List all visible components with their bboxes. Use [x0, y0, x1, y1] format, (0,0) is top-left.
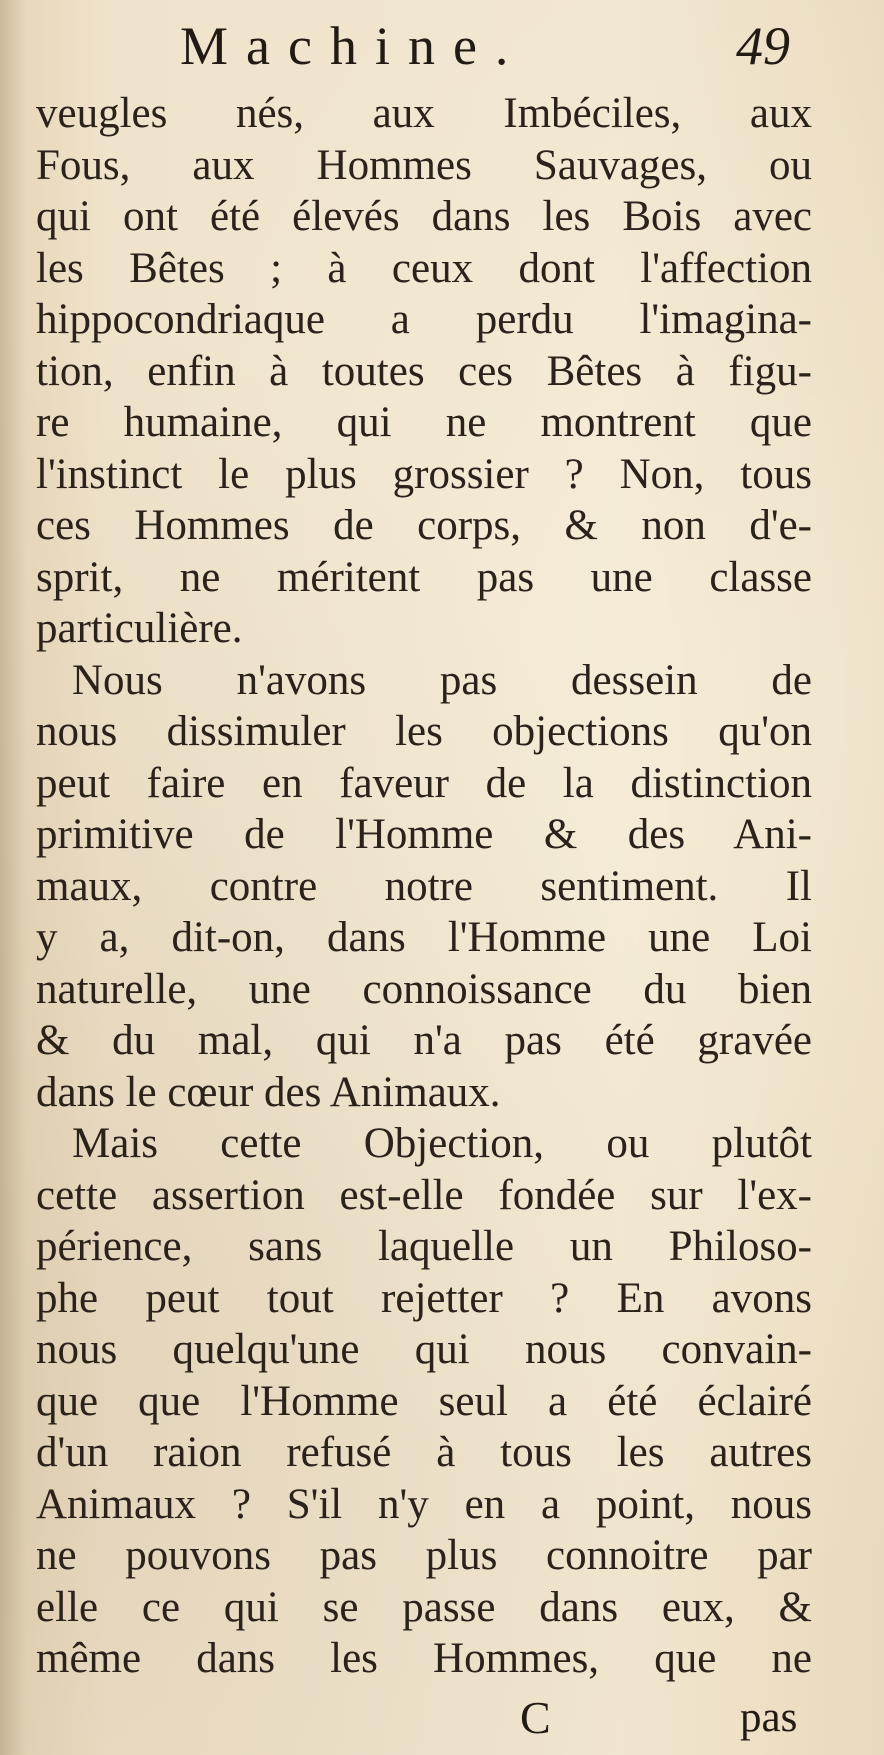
text-line: & du mal, qui n'a pas été gravée	[36, 1017, 812, 1064]
text-line: veugles nés, aux Imbéciles, aux	[36, 90, 812, 137]
text-line: hippocondriaque a perdu l'imagina-	[36, 296, 812, 343]
page-footer	[0, 1690, 884, 1750]
text-line: ces Hommes de corps, & non d'e-	[36, 502, 812, 549]
text-line: peut faire en faveur de la distinction	[36, 759, 812, 807]
text-line: phe peut tout rejetter ? En avons	[36, 1274, 812, 1322]
text-line: naturelle, une connoissance du bien	[36, 965, 812, 1013]
text-line: Animaux ? S'il n'y en a point, nous	[36, 1480, 812, 1528]
text-line: nous quelqu'une qui nous convain-	[36, 1326, 812, 1373]
text-line: nous dissimuler les objections qu'on	[36, 708, 812, 755]
text-line: périence, sans laquelle un Philoso-	[36, 1223, 812, 1270]
text-line: sprit, ne méritent pas une classe	[36, 553, 812, 601]
text-line: les Bêtes ; à ceux dont l'affection	[36, 244, 812, 292]
text-line: particulière.	[36, 605, 243, 652]
text-line: même dans les Hommes, que ne	[36, 1635, 812, 1682]
text-line: ne pouvons pas plus connoitre par	[36, 1532, 812, 1579]
text-line: primitive de l'Homme & des Ani-	[36, 811, 812, 858]
text-line: y a, dit-on, dans l'Homme une Loi	[36, 914, 812, 961]
paragraph-start-line: Mais cette Objection, ou plutôt	[72, 1120, 812, 1167]
paragraph-start-line: Nous n'avons pas dessein de	[72, 656, 812, 704]
text-line: qui ont été élevés dans les Bois avec	[36, 193, 812, 240]
text-line: d'un raion refusé à tous les autres	[36, 1429, 812, 1476]
text-line: dans le cœur des Animaux.	[36, 1068, 501, 1116]
text-line: cette assertion est-elle fondée sur l'ex-	[36, 1171, 812, 1219]
page-number: 49	[736, 16, 790, 76]
running-head	[0, 10, 884, 80]
catchword: pas	[740, 1694, 798, 1741]
text-line: maux, contre notre sentiment. Il	[36, 862, 812, 910]
page-gutter-shadow	[0, 0, 26, 1755]
body-text	[36, 88, 812, 1685]
text-line: que que l'Homme seul a été éclairé	[36, 1377, 812, 1425]
text-line: re humaine, qui ne montrent que	[36, 399, 812, 446]
text-line: elle ce qui se passe dans eux, &	[36, 1583, 812, 1631]
signature-mark: C	[520, 1692, 551, 1743]
running-title: Machine.	[180, 16, 527, 76]
text-line: l'instinct le plus grossier ? Non, tous	[36, 450, 812, 498]
text-line: tion, enfin à toutes ces Bêtes à figu-	[36, 347, 812, 395]
text-line: Fous, aux Hommes Sauvages, ou	[36, 141, 812, 189]
